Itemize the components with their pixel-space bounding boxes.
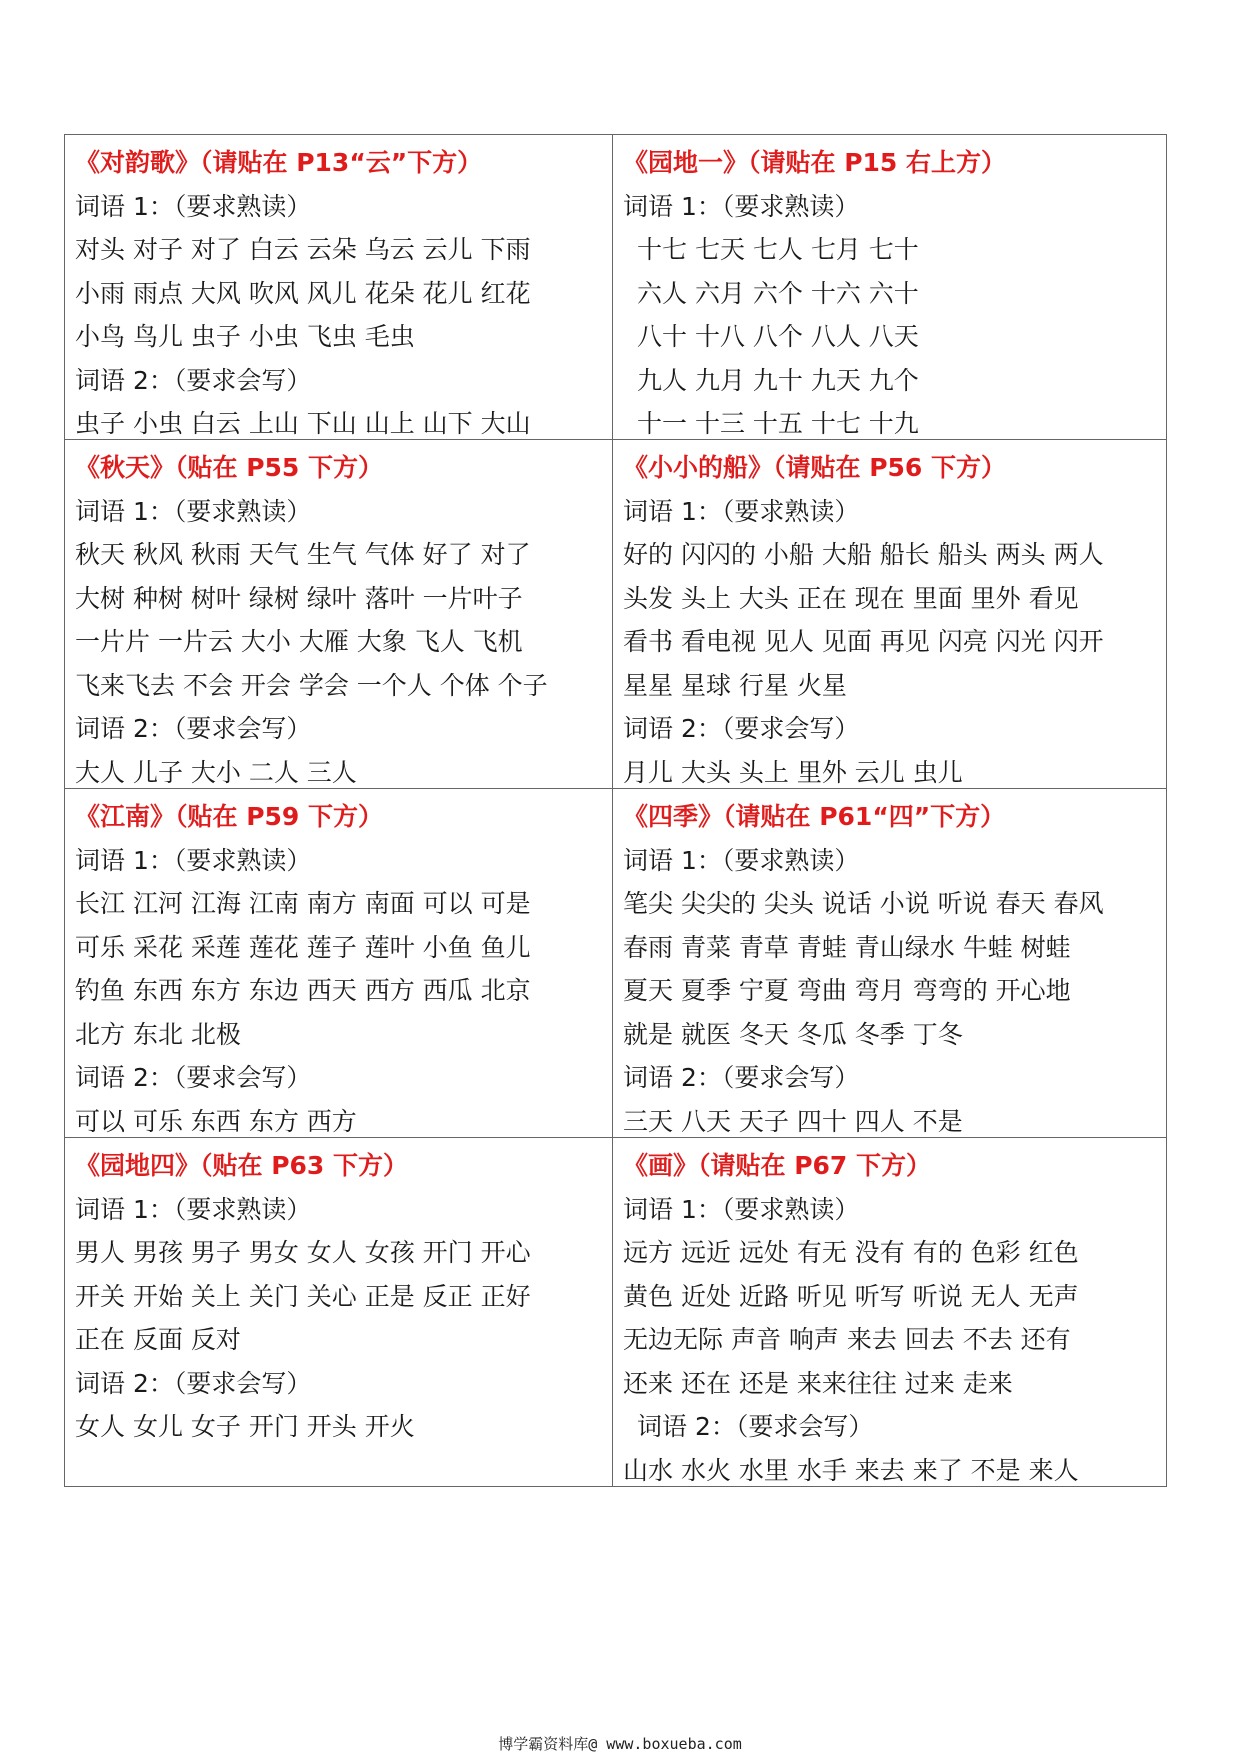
word-line: 词语 1：（要求熟读） — [623, 496, 860, 526]
lesson-title: 《小小的船》（请贴在 P56 下方） — [623, 453, 1007, 482]
lesson-title: 《江南》（贴在 P59 下方） — [75, 802, 384, 831]
word-line: 词语 2：（要求会写） — [637, 1412, 874, 1441]
word-line: 夏天 夏季 宁夏 弯曲 弯月 弯弯的 开心地 — [623, 976, 1071, 1005]
word-line: 男人 男孩 男子 男女 女人 女孩 开门 开心 — [75, 1238, 531, 1267]
cell-qiutian — [65, 440, 613, 789]
word-line: 看书 看电视 见人 见面 再见 闪亮 闪光 闪开 — [623, 627, 1104, 656]
word-line: 山水 水火 水里 水手 来去 来了 不是 来人 — [623, 1455, 1079, 1485]
word-line: 无边无际 声音 响声 来去 回去 不去 还有 — [623, 1325, 1071, 1354]
word-line: 星星 星球 行星 火星 — [623, 670, 847, 700]
word-line: 钓鱼 东西 东方 东边 西天 西方 西瓜 北京 — [75, 976, 531, 1005]
word-line: 大人 儿子 大小 二人 三人 — [75, 757, 357, 787]
word-line: 长江 江河 江海 江南 南方 南面 可以 可是 — [75, 889, 531, 918]
cell-yuandi-1 — [613, 135, 1167, 440]
vocabulary-table — [64, 134, 1167, 1487]
word-line: 十一 十三 十五 十七 十九 — [637, 409, 919, 438]
word-line: 可乐 采花 采莲 莲花 莲子 莲叶 小鱼 鱼儿 — [75, 932, 531, 962]
word-line: 远方 远近 远处 有无 没有 有的 色彩 红色 — [623, 1238, 1079, 1267]
word-line: 词语 1：（要求熟读） — [75, 496, 312, 526]
word-line: 词语 1：（要求熟读） — [75, 1194, 312, 1224]
word-line: 还来 还在 还是 来来往往 过来 走来 — [623, 1368, 1013, 1398]
cell-duiyunge — [65, 135, 613, 440]
word-line: 词语 2：（要求会写） — [75, 1368, 312, 1398]
word-line: 秋天 秋风 秋雨 天气 生气 气体 好了 对了 — [75, 540, 531, 569]
word-line: 女人 女儿 女子 开门 开头 开火 — [75, 1412, 415, 1441]
word-line: 三天 八天 天子 四十 四人 不是 — [623, 1106, 963, 1136]
word-line: 月儿 大头 头上 里外 云儿 虫儿 — [623, 757, 963, 787]
word-line: 可以 可乐 东西 东方 西方 — [75, 1106, 357, 1136]
word-line: 正在 反面 反对 — [75, 1325, 241, 1354]
word-line: 词语 2：（要求会写） — [75, 365, 312, 395]
word-line: 北方 东北 北极 — [75, 1019, 241, 1049]
word-line: 六人 六月 六个 十六 六十 — [637, 278, 919, 308]
word-line: 小雨 雨点 大风 吹风 风儿 花朵 花儿 红花 — [75, 278, 531, 308]
word-line: 好的 闪闪的 小船 大船 船长 船头 两头 两人 — [623, 540, 1104, 569]
word-line: 头发 头上 大头 正在 现在 里面 里外 看见 — [623, 583, 1079, 613]
word-line: 词语 2：（要求会写） — [75, 714, 312, 743]
word-line: 词语 1：（要求熟读） — [623, 191, 860, 221]
cell-xiaoxiao-de-chuan — [613, 440, 1167, 789]
word-line: 就是 就医 冬天 冬瓜 冬季 丁冬 — [623, 1019, 963, 1049]
word-line: 对头 对子 对了 白云 云朵 乌云 云儿 下雨 — [75, 235, 531, 264]
lesson-title: 《四季》（请贴在 P61“四”下方） — [623, 802, 1006, 831]
footer-watermark: 博学霸资料库@ www.boxueba.com — [498, 1735, 742, 1753]
word-line: 开关 开始 关上 关门 关心 正是 反正 正好 — [75, 1281, 531, 1311]
word-line: 词语 1：（要求熟读） — [75, 845, 312, 875]
word-line: 大树 种树 树叶 绿树 绿叶 落叶 一片叶子 — [75, 583, 523, 613]
word-line: 词语 2：（要求会写） — [623, 1063, 860, 1092]
word-line: 词语 1：（要求熟读） — [623, 845, 860, 875]
lesson-title: 《园地四》（贴在 P63 下方） — [75, 1151, 409, 1180]
cell-siji — [613, 789, 1167, 1138]
cell-jiangnan — [65, 789, 613, 1138]
cell-hua — [613, 1138, 1167, 1487]
word-line: 词语 1：（要求熟读） — [75, 191, 312, 221]
lesson-title: 《秋天》（贴在 P55 下方） — [75, 453, 384, 482]
word-line: 春雨 青菜 青草 青蛙 青山绿水 牛蛙 树蛙 — [623, 932, 1071, 962]
word-line: 十七 七天 七人 七月 七十 — [637, 235, 919, 264]
word-line: 八十 十八 八个 八人 八天 — [637, 322, 919, 351]
word-line: 黄色 近处 近路 听见 听写 听说 无人 无声 — [623, 1281, 1079, 1311]
cell-yuandi-4 — [65, 1138, 613, 1487]
word-line: 飞来飞去 不会 开会 学会 一个人 个体 个子 — [75, 670, 548, 700]
word-line: 一片片 一片云 大小 大雁 大象 飞人 飞机 — [75, 627, 523, 656]
word-line: 小鸟 鸟儿 虫子 小虫 飞虫 毛虫 — [75, 322, 415, 351]
lesson-title: 《园地一》（请贴在 P15 右上方） — [623, 148, 1007, 177]
word-line: 九人 九月 九十 九天 九个 — [637, 365, 919, 395]
lesson-title: 《画》（请贴在 P67 下方） — [623, 1151, 932, 1180]
word-line: 词语 1：（要求熟读） — [623, 1194, 860, 1224]
word-line: 词语 2：（要求会写） — [623, 714, 860, 743]
lesson-title: 《对韵歌》（请贴在 P13“云”下方） — [75, 148, 483, 177]
word-line: 虫子 小虫 白云 上山 下山 山上 山下 大山 — [75, 409, 531, 438]
word-line: 笔尖 尖尖的 尖头 说话 小说 听说 春天 春风 — [623, 889, 1104, 918]
word-line: 词语 2：（要求会写） — [75, 1063, 312, 1092]
